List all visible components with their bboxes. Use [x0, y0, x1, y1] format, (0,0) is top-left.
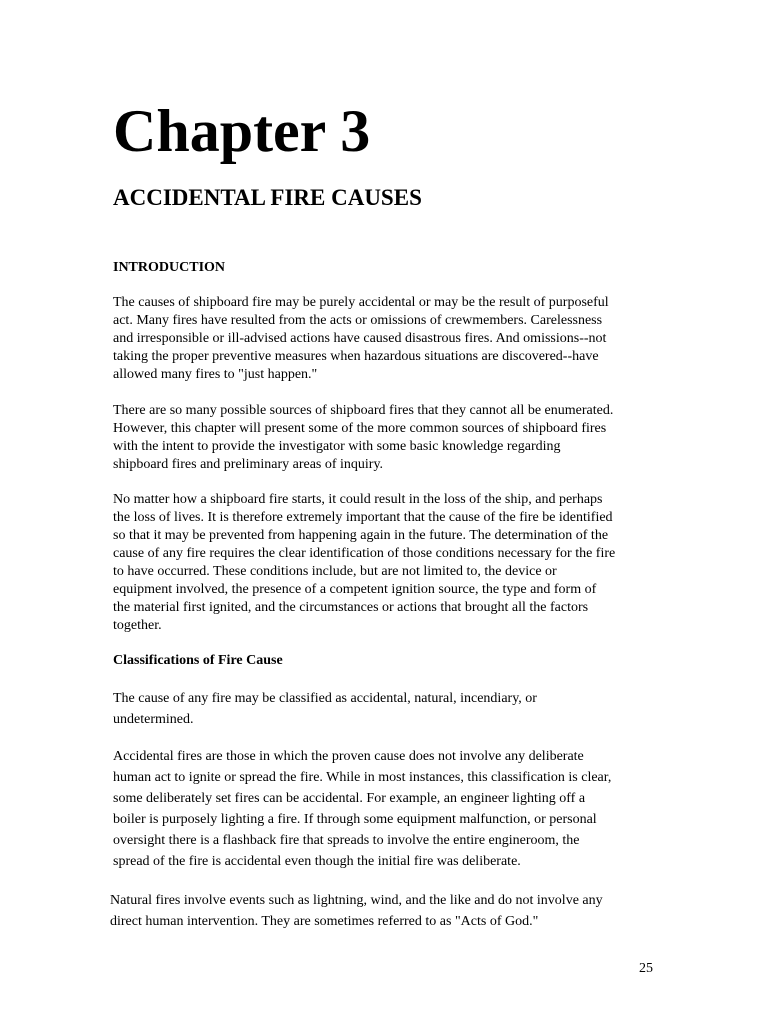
intro-paragraph-2 [113, 402, 663, 474]
paragraph-line: shipboard fires and preliminary areas of inquiry. [113, 457, 384, 472]
paragraph-line: direct human intervention. They are sometimes referred to as "Acts of God." [110, 914, 539, 929]
paragraph-line: spread of the fire is accidental even though the initial fire was deliberate. [113, 854, 521, 869]
paragraph-line: No matter how a shipboard fire starts, it could result in the loss of the ship, and perhaps [113, 492, 603, 507]
accidental-fires-paragraph [113, 746, 663, 872]
paragraph-line: taking the proper preventive measures when hazardous situations are discovered--have [113, 349, 599, 364]
paragraph-line: so that it may be prevented from happening again in the future. The determination of the [113, 528, 609, 543]
classifications-heading: Classifications of Fire Cause [113, 653, 283, 668]
paragraph-line: The causes of shipboard fire may be purely accidental or may be the result of purposeful [113, 295, 609, 310]
paragraph-line: However, this chapter will present some of the more common sources of shipboard fires [113, 421, 607, 436]
paragraph-line: boiler is purposely lighting a fire. If through some equipment malfunction, or personal [113, 812, 597, 827]
paragraph-line: together. [113, 618, 162, 633]
paragraph-line: equipment involved, the presence of a competent ignition source, the type and form of [113, 582, 597, 597]
paragraph-line: some deliberately set fires can be accidental. For example, an engineer lighting off a [113, 791, 586, 806]
paragraph-line: to have occurred. These conditions include, but are not limited to, the device or [113, 564, 557, 579]
paragraph-line: undetermined. [113, 712, 194, 727]
paragraph-line: the material first ignited, and the circumstances or actions that brought all the factors [113, 600, 589, 615]
classifications-paragraph-1 [113, 688, 663, 730]
paragraph-line: with the intent to provide the investigator with some basic knowledge regarding [113, 439, 561, 454]
natural-fires-paragraph [110, 890, 660, 932]
paragraph-line: Natural fires involve events such as lightning, wind, and the like and do not involve any [110, 893, 603, 908]
paragraph-line: Accidental fires are those in which the proven cause does not involve any deliberate [113, 749, 584, 764]
page-number: 25 [639, 961, 653, 976]
paragraph-line: the loss of lives. It is therefore extremely important that the cause of the fire be identified [113, 510, 613, 525]
intro-paragraph-1 [113, 294, 663, 384]
paragraph-line: There are so many possible sources of shipboard fires that they cannot all be enumerated. [113, 403, 614, 418]
paragraph-line: act. Many fires have resulted from the acts or omissions of crewmembers. Carelessness [113, 313, 603, 328]
paragraph-line: oversight there is a flashback fire that spreads to involve the entire engineroom, the [113, 833, 580, 848]
chapter-subtitle: ACCIDENTAL FIRE CAUSES [113, 185, 422, 210]
intro-paragraph-3 [113, 491, 663, 635]
chapter-title: Chapter 3 [113, 98, 371, 164]
paragraph-line: human act to ignite or spread the fire. While in most instances, this classification is clear, [113, 770, 612, 785]
paragraph-line: allowed many fires to "just happen." [113, 367, 318, 382]
paragraph-line: and irresponsible or ill-advised actions have caused disastrous fires. And omissions--not [113, 331, 607, 346]
introduction-heading: INTRODUCTION [113, 260, 226, 275]
paragraph-line: cause of any fire requires the clear identification of those conditions necessary for the fire [113, 546, 616, 561]
paragraph-line: The cause of any fire may be classified as accidental, natural, incendiary, or [113, 691, 537, 706]
